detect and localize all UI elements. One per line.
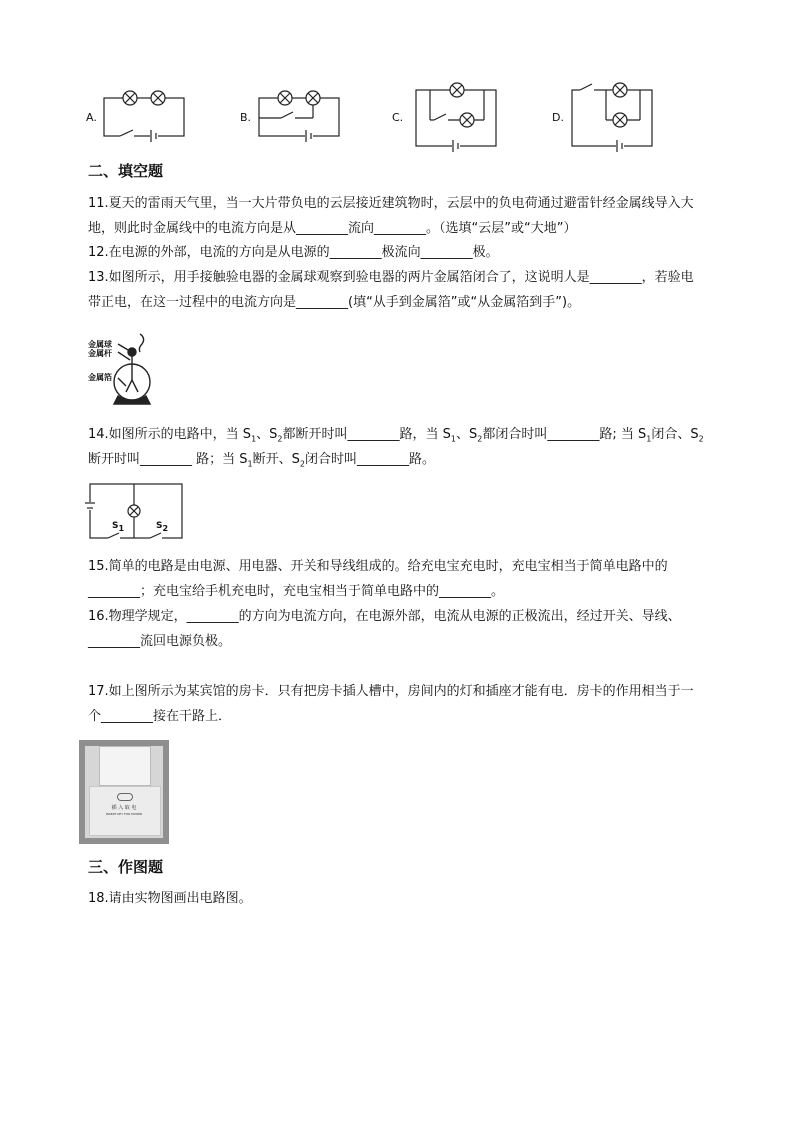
question-13-line-2: 带正电，在这一过程中的电流方向是________(填“从手到金属箔”或“从金属箔到手”)。 [88, 295, 581, 310]
question-11-line-2: 地，则此时金属线中的电流方向是从________流向________。（选填“云层”或“大地”） [88, 221, 577, 236]
question-17-line-1: 17.如上图所示为某宾馆的房卡．只有把房卡插人槽中，房间内的灯和插座才能有电．房卡的作用相当于一 [88, 684, 694, 699]
subscript: 1 [251, 434, 257, 444]
question-16-line-1: 16.物理学规定，________的方向为电流方向，在电源外部，电流从电源的正极流出，经过开关、导线、 [88, 609, 681, 624]
card-slot-icon [117, 793, 133, 801]
label-metal-foil: 金属箔 [88, 373, 112, 382]
circuit-diagram-d [568, 76, 658, 154]
label-metal-ball: 金属球 [88, 340, 112, 349]
question-18: 18.请由实物图画出电路图。 [88, 891, 252, 906]
label-metal-rod: 金属杆 [88, 349, 112, 358]
circuit-diagram-c [412, 76, 502, 154]
q14-text: 闭合时叫________路。 [304, 452, 435, 467]
q14-text: 断开、S [252, 452, 300, 467]
q14-text: 14.如图所示的电路中，当 S [88, 427, 252, 442]
circuit-q14-drawing [84, 480, 188, 542]
q14-text: 闭合、S [651, 427, 699, 442]
question-12: 12.在电源的外部，电流的方向是从电源的________极流向________极。 [88, 245, 499, 260]
question-15-line-2: ________；充电宝给手机充电时，充电宝相当于简单电路中的________。 [88, 584, 505, 599]
q14-text: 、S [456, 427, 478, 442]
circuit-diagram-a [100, 84, 190, 144]
circuit-diagram-q14 [84, 480, 188, 542]
subscript: 2 [277, 434, 283, 444]
section-title-draw: 三、作图题 [88, 858, 164, 876]
subscript: 2 [698, 434, 704, 444]
question-13-line-1: 13.如图所示，用手接触验电器的金属球观察到验电器的两片金属箔闭合了，这说明人是________，若验电 [88, 270, 694, 285]
label-s2: $S_2$ [156, 521, 169, 533]
subscript: 1 [646, 434, 652, 444]
subscript: 1 [247, 459, 253, 469]
q14-text: 都闭合时叫________路; 当 S [482, 427, 647, 442]
section-title-fill: 二、填空题 [88, 162, 164, 180]
card-text-en: INSERT KEY FOR POWER [105, 812, 143, 816]
question-14-line-2 [88, 450, 435, 475]
q14-text: 断开时叫________ 路；当 S [88, 452, 248, 467]
question-17-line-2: 个________接在干路上． [88, 709, 232, 724]
q14-text: 、S [256, 427, 278, 442]
subscript: 2 [477, 434, 483, 444]
option-a-label: A. [86, 111, 97, 124]
question-15-line-1: 15.简单的电路是由电源、用电器、开关和导线组成的。给充电宝充电时，充电宝相当于简单电路中的 [88, 559, 668, 574]
question-16-line-2: ________流回电源负极。 [88, 634, 232, 649]
subscript: 1 [450, 434, 456, 444]
option-d-label: D. [552, 111, 564, 124]
option-b-label: B. [240, 111, 252, 124]
room-card [99, 746, 151, 786]
question-11-line-1: 11.夏天的雷雨天气里，当一大片带负电的云层接近建筑物时，云层中的负电荷通过避雷针经金属线导入大 [88, 196, 694, 211]
room-card-photo [79, 740, 169, 844]
subscript: 2 [299, 459, 305, 469]
q14-text: 都断开时叫________路，当 S [282, 427, 451, 442]
circuit-diagram-b [255, 84, 345, 144]
question-14-line-1 [88, 425, 704, 450]
card-text-cn: 插 入 取 电 [111, 805, 137, 811]
option-c-label: C. [392, 111, 404, 124]
label-s1: $S_1$ [112, 521, 125, 533]
electroscope-figure [88, 330, 168, 408]
